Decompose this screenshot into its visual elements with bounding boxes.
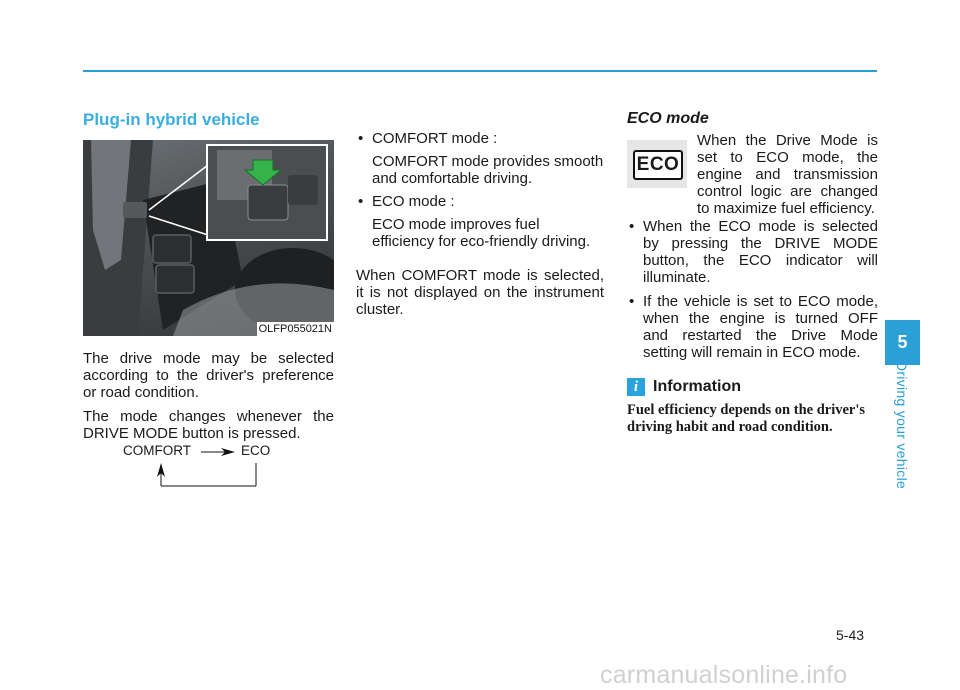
- info-title: Information: [653, 378, 741, 395]
- chapter-tab-label: Driving your vehicle: [894, 360, 910, 490]
- eco-indicator-icon: [627, 140, 687, 188]
- info-icon: i: [627, 378, 645, 396]
- watermark: carmanualsonline.info: [600, 661, 848, 689]
- left-column: [83, 110, 334, 442]
- middle-column: [356, 130, 604, 318]
- diagram-comfort-label: COMFORT: [123, 443, 191, 458]
- comfort-mode-desc: COMFORT mode provides smooth and comfortable driving.: [372, 153, 604, 187]
- eco-bullet-restart: • If the vehicle is set to ECO mode, when the engine is turned OFF and restarted the Drive Mode setting will remain in ECO mode.: [627, 293, 878, 361]
- comfort-display-note: When COMFORT mode is selected, it is not displayed on the instrument cluster.: [356, 267, 604, 318]
- info-body: Fuel efficiency depends on the driver's driving habit and road condition.: [627, 402, 866, 436]
- mode-change-paragraph: The mode changes whenever the DRIVE MODE button is pressed.: [83, 408, 334, 442]
- eco-bullet-indicator: • When the ECO mode is selected by pressing the DRIVE MODE button, the ECO indicator will illuminate.: [627, 218, 878, 286]
- photo-caption: OLFP055021N: [258, 323, 332, 335]
- cycle-arrows: [123, 443, 273, 493]
- chapter-tab: 5: [885, 320, 920, 365]
- information-box: [627, 378, 878, 436]
- eco-intro-text: When the Drive Mode is set to ECO mode, the engine and transmission control logic are changed to maximize fuel efficiency.: [697, 132, 878, 217]
- eco-indicator-label: ECO: [633, 150, 683, 180]
- eco-mode-heading: ECO mode: [627, 110, 709, 127]
- eco-mode-desc: ECO mode improves fuel efficiency for eco-friendly driving.: [372, 216, 591, 250]
- right-column: [627, 110, 878, 436]
- intro-paragraph: The drive mode may be selected according to the driver's preference or road condition.: [83, 350, 334, 401]
- console-illustration: [83, 140, 334, 336]
- top-rule: [83, 70, 877, 72]
- drive-mode-photo: [83, 140, 334, 336]
- eco-mode-title: • ECO mode :: [356, 193, 604, 210]
- comfort-mode-title: • COMFORT mode :: [356, 130, 604, 147]
- section-heading: Plug-in hybrid vehicle: [83, 110, 260, 129]
- page-number: 5-43: [836, 627, 865, 643]
- diagram-eco-label: ECO: [241, 443, 271, 458]
- mode-cycle-diagram: [123, 443, 273, 493]
